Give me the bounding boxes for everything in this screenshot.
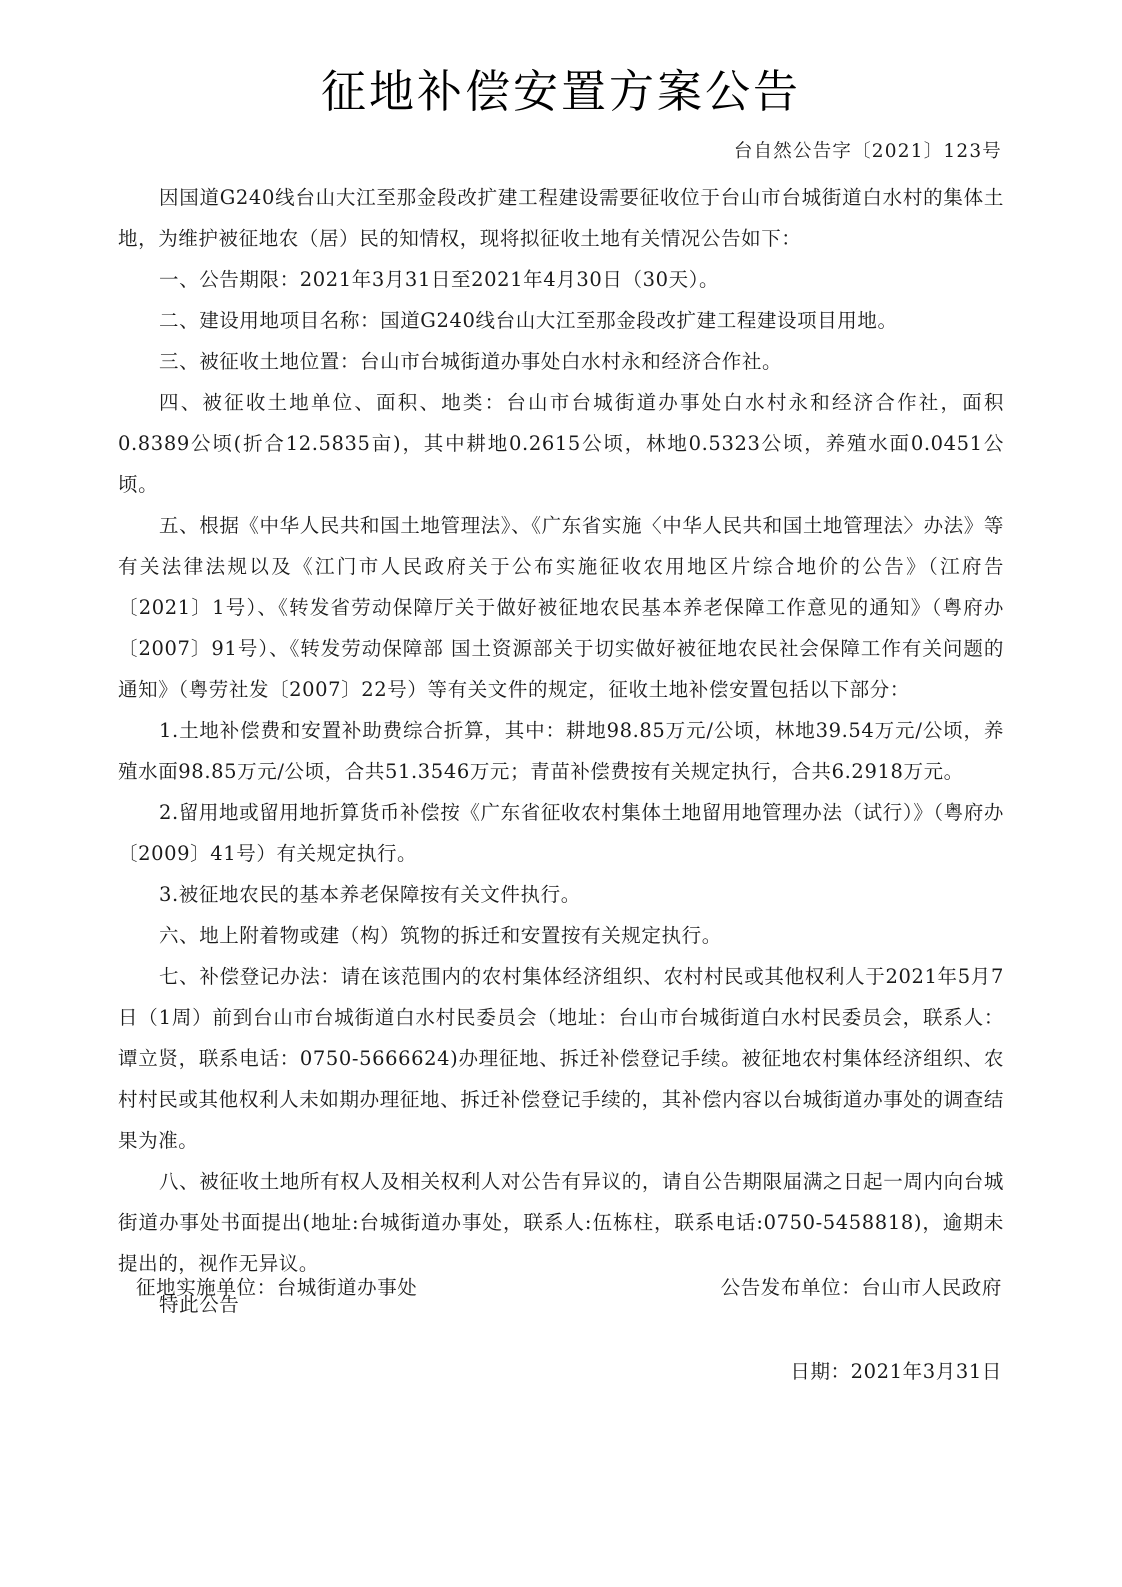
issuing-unit: 公告发布单位：台山市人民政府 — [720, 1276, 1002, 1299]
article-item-5-sub-3: 3.被征地农民的基本养老保障按有关文件执行。 — [159, 882, 581, 906]
article-item-7: 七、补偿登记办法：请在该范围内的农村集体经济组织、农村村民或其他权利人于2021年5月7日（1周）前到台山市台城街道白水村民委员会（地址：台山市台城街道白水村民委员会，联系人：谭立贤，联系电话：0750-5666624)办理征地、拆迁补偿登记手续。被征地农村集体经济组织、农村村民或其他权利人未如期办理征地、拆迁补偿登记手续的，其补偿内容以台城街道办事处的调查结果为准。 — [118, 964, 1004, 1152]
signature-row — [118, 1272, 1004, 1300]
page-title: 征地补偿安置方案公告 — [320, 65, 801, 118]
article-item-4: 四、被征收土地单位、面积、地类：台山市台城街道办事处白水村永和经济合作社，面积0.8389公顷(折合12.5835亩)，其中耕地0.2615公顷，林地0.5323公顷，养殖水面0.0451公顷。 — [118, 390, 1004, 496]
closing-statement: 特此公告 — [159, 1292, 240, 1316]
article-item-5-sub-2: 2.留用地或留用地折算货币补偿按《广东省征收农村集体土地留用地管理办法（试行）》（粤府办〔2009〕41号）有关规定执行。 — [118, 800, 1004, 865]
intro-paragraph: 因国道G240线台山大江至那金段改扩建工程建设需要征收位于台山市台城街道白水村的集体土地，为维护被征地农（居）民的知情权，现将拟征收土地有关情况公告如下： — [118, 185, 1004, 250]
issue-date: 日期：2021年3月31日 — [790, 1360, 1002, 1383]
article-item-1: 一、公告期限：2021年3月31日至2021年4月30日（30天）。 — [159, 267, 720, 291]
article-item-3: 三、被征收土地位置：台山市台城街道办事处白水村永和经济合作社。 — [159, 349, 783, 373]
document-number: 台自然公告字〔2021〕123号 — [733, 140, 1002, 162]
article-item-5: 五、根据《中华人民共和国土地管理法》、《广东省实施〈中华人民共和国土地管理法〉办法》等有关法律法规以及《江门市人民政府关于公布实施征收农用地区片综合地价的公告》（江府告〔2021〕1号）、《转发省劳动保障厅关于做好被征地农民基本养老保障工作意见的通知》（粤府办〔2007〕91号）、《转发劳动保障部 国土资源部关于切实做好被征地农民社会保障工作有关问题的通知》（粤劳社发〔2007〕22号）等有关文件的规定，征收土地补偿安置包括以下部分： — [118, 513, 1004, 701]
article-item-2: 二、建设用地项目名称：国道G240线台山大江至那金段改扩建工程建设项目用地。 — [159, 308, 898, 332]
article-item-5-sub-1: 1.土地补偿费和安置补助费综合折算，其中：耕地98.85万元/公顷，林地39.54万元/公顷，养殖水面98.85万元/公顷，合共51.3546万元；青苗补偿费按有关规定执行，合共6.2918万元。 — [118, 718, 1004, 783]
document-body — [118, 163, 1004, 1325]
article-item-8: 八、被征收土地所有权人及相关权利人对公告有异议的，请自公告期限届满之日起一周内向台城街道办事处书面提出(地址:台城街道办事处，联系人:伍栋柱，联系电话:0750-5458818)，逾期未提出的，视作无异议。 — [118, 1169, 1004, 1275]
article-item-6: 六、地上附着物或建（构）筑物的拆迁和安置按有关规定执行。 — [159, 923, 722, 947]
implementing-unit: 征地实施单位：台城街道办事处 — [136, 1276, 418, 1299]
